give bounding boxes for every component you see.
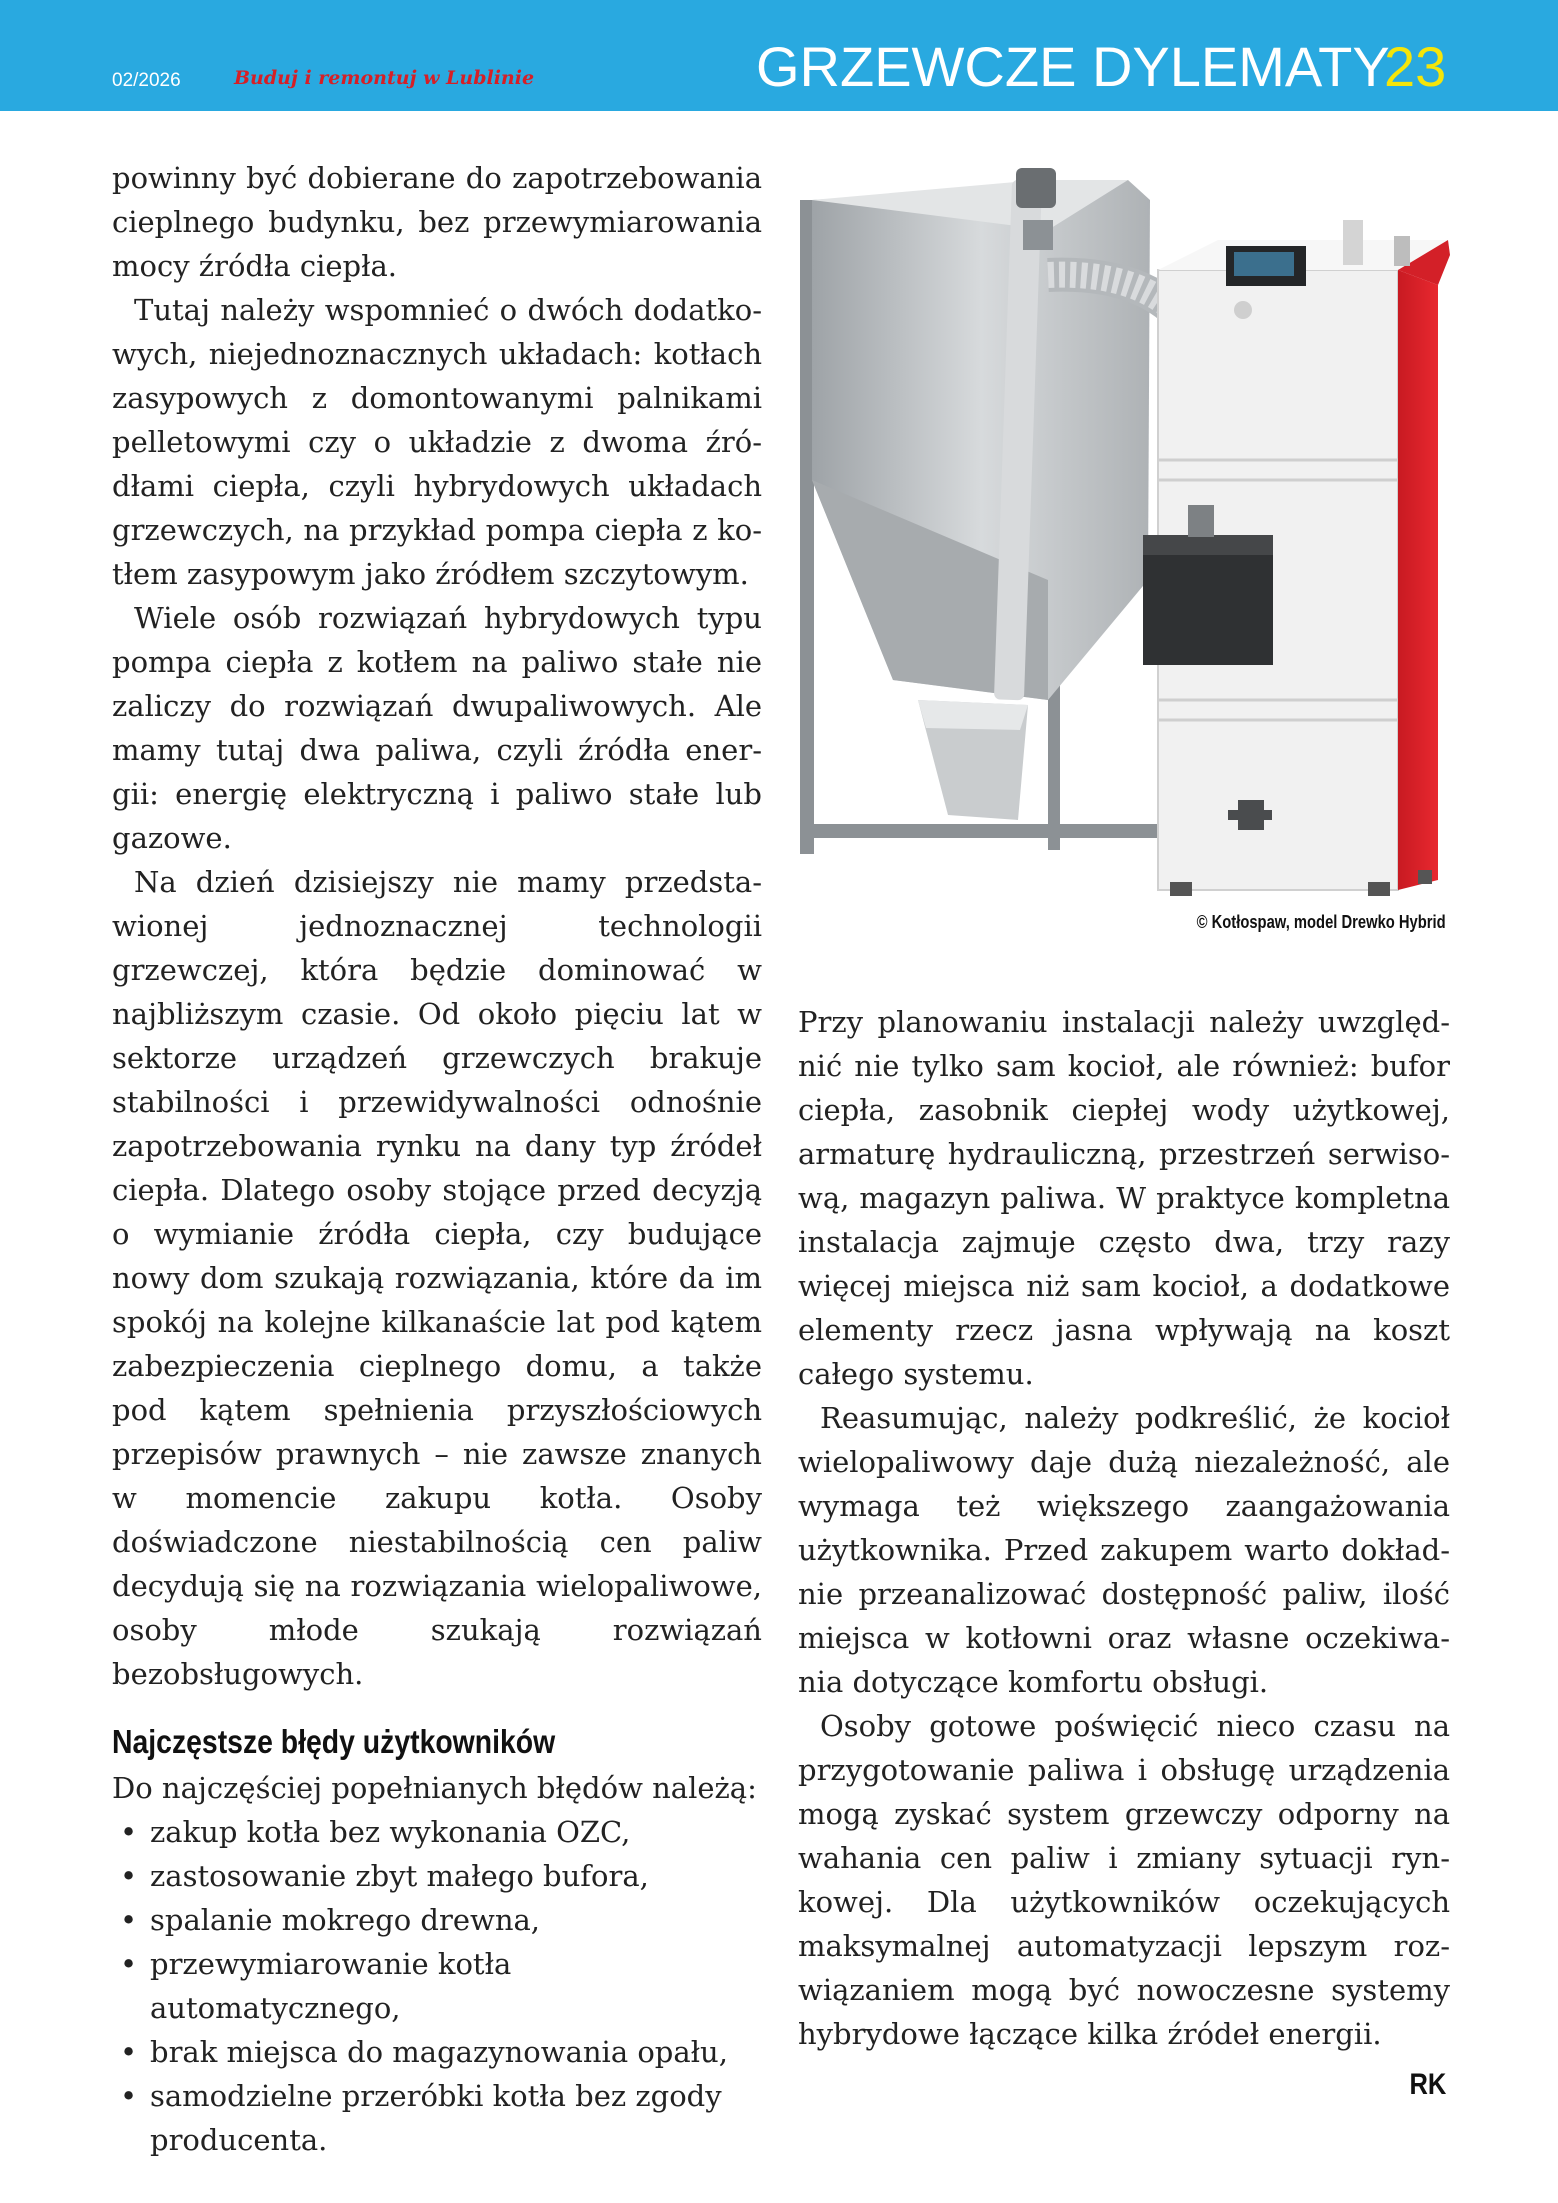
page-number: 23 (1384, 35, 1447, 98)
list-item: • zakup kotła bez wykonania OZC, (112, 1810, 762, 1854)
paragraph: Osoby gotowe poświęcić nieco czasu na przygotowanie paliwa i obsługę urządzenia mogą zyskać system grzewczy odporny na wahania cen paliw i zmiany sytuacji rynkowej. Dla użytkowników oczekujących maksymalnej automatyzacji lepszym rozwiązaniem mogą być nowoczesne systemy hybrydowe łączące kilka źródeł energii. (798, 1709, 1450, 2051)
magazine-name: Buduj i remontuj w Lublinie (234, 67, 535, 89)
issue-number: 02/2026 (112, 70, 181, 91)
subheading: Najczęstsze błędy użytkowników (112, 1723, 556, 1760)
list-item: • spalanie mokrego drewna, (112, 1898, 762, 1942)
error-list (112, 1810, 762, 2162)
list-item: • brak miejsca do magazynowania opału, (112, 2030, 762, 2074)
boiler-photo (798, 160, 1450, 900)
photo-caption: © Kotłospaw, model Drewko Hybrid (1197, 912, 1446, 932)
pellet-boiler-with-hopper-icon (798, 160, 1450, 900)
paragraph: Tutaj należy wspomnieć o dwóch dodatkowych, niejednoznacznych układach: kotłach zasypowych z domontowanymi palnikami pelletowymi czy o układzie z dwoma źródłami ciepła, czyli hybrydowych układach grzewczych, na przykład pompa ciepła z kotłem zasypowym jako źródłem szczytowym. (112, 293, 762, 591)
list-intro: Do najczęściej popełnianych błędów należą: (112, 1771, 757, 1805)
right-column (798, 1000, 1450, 2056)
paragraph: Reasumując, należy podkreślić, że kocioł wielopaliwowy daje dużą niezależność, ale wymaga też większego zaangażowania użytkownika. Przed zakupem warto dokładnie przeanalizować dostępność paliw, ilość miejsca w kotłowni oraz własne oczekiwania dotyczące komfortu obsługi. (798, 1401, 1450, 1699)
list-item: • zastosowanie zbyt małego bufora, (112, 1854, 762, 1898)
list-item: • samodzielne przeróbki kotła bez zgody producenta. (112, 2074, 762, 2162)
header-bar (0, 0, 1558, 111)
paragraph: Przy planowaniu instalacji należy uwzględnić nie tylko sam kocioł, ale również: bufor ciepła, zasobnik ciepłej wody użytkowej, armaturę hydrauliczną, przestrzeń serwisową, magazyn paliwa. W praktyce kompletna instalacja zajmuje często dwa, trzy razy więcej miejsca niż sam kocioł, a dodatkowe elementy rzecz jasna wpływają na koszt całego systemu. (798, 1005, 1450, 1391)
author-signature: RK (1409, 2068, 1446, 2101)
paragraph: powinny być dobierane do zapotrzebowania cieplnego budynku, bez przewymiarowania mocy źródła ciepła. (112, 161, 762, 283)
section-title: GRZEWCZE DYLEMATY (756, 35, 1390, 98)
paragraph: Na dzień dzisiejszy nie mamy przedstawionej jednoznacznej technologii grzewczej, która będzie dominować w najbliższym czasie. Od około pięciu lat w sektorze urządzeń grzewczych brakuje stabilności i przewidywalności odnośnie zapotrzebowania rynku na dany typ źródeł ciepła. Dlatego osoby stojące przed decyzją o wymianie źródła ciepła, czy budujące nowy dom szukają rozwiązania, które da im spokój na kolejne kilkanaście lat pod kątem zabezpieczenia cieplnego domu, a także pod kątem spełnienia przyszłościowych przepisów prawnych – nie zawsze znanych w momencie zakupu kotła. Osoby doświadczone niestabilnością cen paliw decydują się na rozwiązania wielopaliwowe, osoby młode szukają rozwiązań bezobsługowych. (112, 865, 762, 1691)
left-column (112, 156, 762, 2162)
list-item: • przewymiarowanie kotła automatycznego, (112, 1942, 762, 2030)
paragraph: Wiele osób rozwiązań hybrydowych typu pompa ciepła z kotłem na paliwo stałe nie zaliczy do rozwiązań dwupaliwowych. Ale mamy tutaj dwa paliwa, czyli źródła energii: energię elektryczną i paliwo stałe lub gazowe. (112, 601, 762, 855)
